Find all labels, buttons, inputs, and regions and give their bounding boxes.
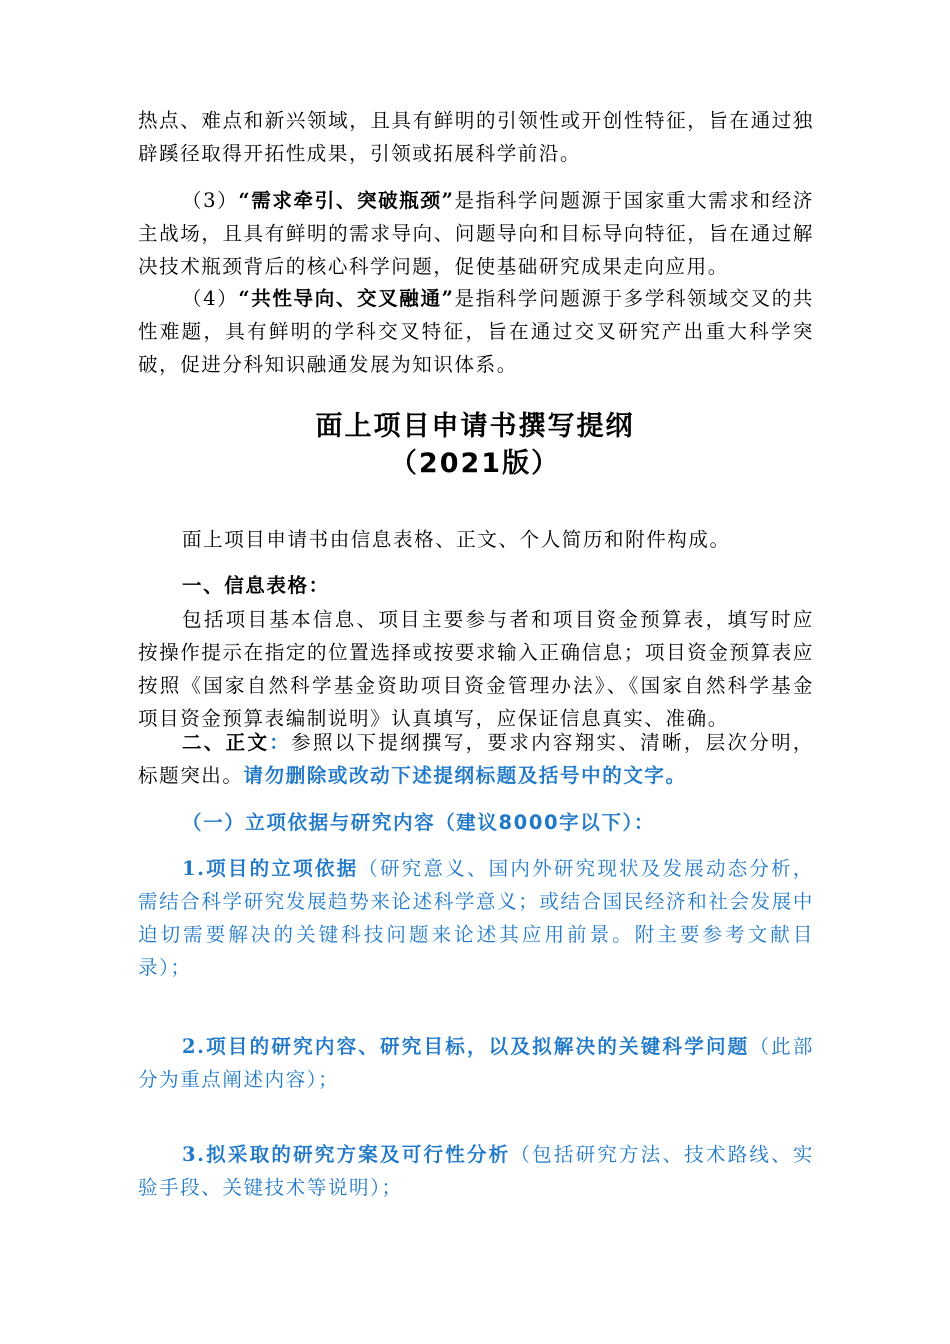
outline-part1-heading: （一）立项依据与研究内容（建议8000字以下）： — [182, 811, 655, 834]
section2-warning: 请勿删除或改动下述提纲标题及括号中的文字。 — [243, 764, 687, 787]
page-title: 面上项目申请书撰写提纲 — [315, 411, 635, 442]
outline-item-3-text: （包括研究方法、技术路线、实验手段、关键技术等说明）； — [138, 1143, 814, 1199]
criterion-number: （4） — [182, 287, 239, 310]
outline-item-2 — [138, 1030, 814, 1096]
section2-colon: ： — [269, 731, 292, 754]
section1-body: 包括项目基本信息、项目主要参与者和项目资金预算表，填写时应按操作提示在指定的位置选择或按要求输入正确信息；项目资金预算表应按照《国家自然科学基金资助项目资金管理办法》、《国家自然科学基金项目资金预算表编制说明》认真填写，应保证信息真实、准确。 — [138, 608, 814, 730]
criterion-number: （3） — [182, 189, 239, 212]
criterion-text: 是指科学问题源于多学科领域交叉的共性难题，具有鲜明的学科交叉特征，旨在通过交叉研究产出重大科学突破，促进分科知识融通发展为知识体系。 — [138, 287, 814, 376]
section2-paragraph — [138, 726, 814, 792]
criterion-title: “需求牵引、突破瓶颈” — [238, 189, 455, 212]
criterion-text: 是指科学问题源于国家重大需求和经济主战场，且具有鲜明的需求导向、问题导向和目标导向特征，旨在通过解决技术瓶颈背后的核心科学问题，促使基础研究成果走向应用。 — [138, 189, 814, 278]
intro-paragraph: 面上项目申请书由信息表格、正文、个人简历和附件构成。 — [182, 528, 731, 551]
section2-text: 参照以下提纲撰写，要求内容翔实、清晰，层次分明，标题突出。 — [138, 731, 815, 787]
criterion-paragraph-3 — [138, 184, 814, 283]
outline-item-1-title: 1.项目的立项依据 — [182, 857, 359, 880]
continued-paragraph: 热点、难点和新兴领域，且具有鲜明的引领性或开创性特征，旨在通过独辟蹊径取得开拓性成果，引领或拓展科学前沿。 — [138, 109, 814, 165]
page-subtitle-version: （2021版） — [389, 448, 561, 479]
criterion-title: “共性导向、交叉融通” — [238, 287, 455, 310]
outline-item-3-title: 3.拟采取的研究方案及可行性分析 — [182, 1143, 511, 1166]
section1-heading: 一、信息表格： — [182, 574, 330, 597]
criterion-paragraph-4 — [138, 282, 814, 381]
outline-item-1-text: （研究意义、国内外研究现状及发展动态分析，需结合科学研究发展趋势来论述科学意义；或结合国民经济和社会发展中迫切需要解决的关键科技问题来论述其应用前景。附主要参考文献目录）； — [138, 857, 814, 979]
outline-item-3 — [138, 1138, 814, 1204]
outline-item-2-text: （此部分为重点阐述内容）； — [138, 1035, 814, 1091]
section2-heading: 二、正文 — [182, 731, 270, 754]
outline-item-2-title: 2.项目的研究内容、研究目标，以及拟解决的关键科学问题 — [182, 1035, 750, 1058]
outline-item-1 — [138, 852, 814, 984]
